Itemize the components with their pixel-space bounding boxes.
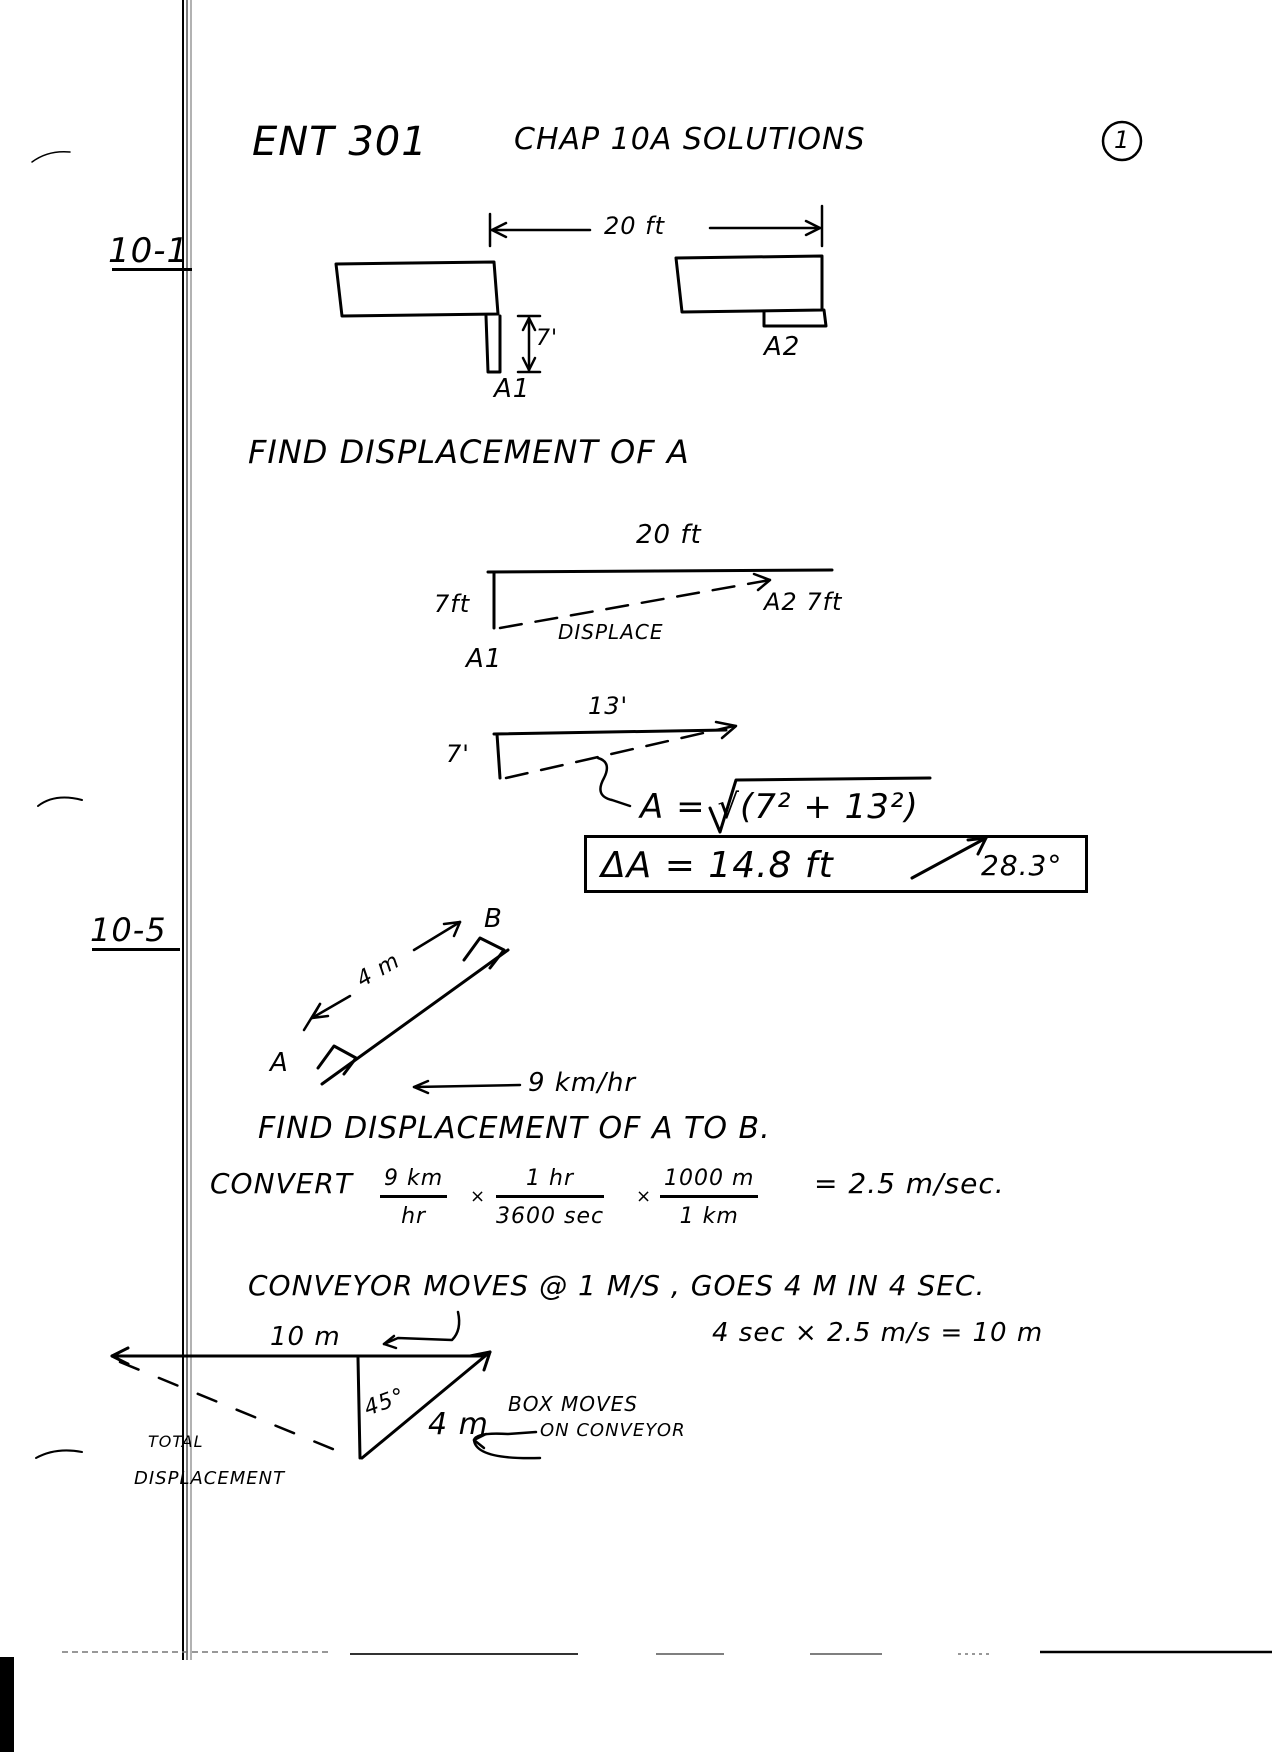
distance-calculation: 4 sec × 2.5 m/s = 10 m: [712, 1318, 1044, 1348]
sketch1-point-a1: A1: [466, 644, 503, 674]
problem-label-10-5: 10-5: [90, 911, 167, 949]
label-underline: [92, 948, 180, 951]
fraction-denominator: 3600 sec: [496, 1204, 605, 1229]
sketch2-left-label: 7': [446, 740, 470, 768]
point-a: A: [270, 1048, 289, 1078]
angle-45-label: 45°: [360, 1383, 409, 1422]
times-sign: ×: [636, 1186, 653, 1207]
course-code: ENT 301: [252, 119, 428, 165]
page-number: 1: [1114, 126, 1131, 154]
vector-4m-label: 4 m: [428, 1407, 489, 1442]
fraction-m-per-km: [660, 1166, 758, 1229]
displacement-label: DISPLACEMENT: [134, 1468, 286, 1489]
fraction-9km-per-hr: [380, 1166, 447, 1229]
fraction-numerator: 1 hr: [496, 1166, 604, 1198]
binder-hole-mark: [38, 798, 82, 806]
fraction-numerator: 9 km: [380, 1166, 447, 1198]
fraction-hr-per-sec: [496, 1166, 604, 1229]
sketch1-left-label: 7ft: [434, 590, 471, 618]
fraction-denominator: 1 km: [679, 1204, 739, 1229]
pythagorean-formula: A = √(7² + 13²): [640, 787, 919, 827]
box-note-line1: BOX MOVES: [508, 1392, 638, 1416]
find-displacement-prompt: FIND DISPLACEMENT OF A: [248, 433, 690, 471]
chapter-title: CHAP 10A SOLUTIONS: [514, 122, 866, 157]
answer-angle: 28.3°: [981, 849, 1063, 882]
label-underline: [112, 268, 192, 271]
fraction-numerator: 1000 m: [660, 1166, 758, 1198]
scan-edge-lines: [62, 1652, 1272, 1654]
sketch1-path-label: DISPLACE: [558, 620, 664, 644]
find-displacement-a-to-b: FIND DISPLACEMENT OF A TO B.: [258, 1111, 771, 1146]
total-label: TOTAL: [148, 1432, 204, 1451]
point-b: B: [484, 904, 503, 934]
scan-edge-bar: [0, 1657, 14, 1752]
belt-speed: 9 km/hr: [528, 1068, 637, 1098]
fraction-denominator: hr: [401, 1204, 427, 1229]
times-sign: ×: [470, 1186, 487, 1207]
binder-hole-mark: [32, 152, 70, 162]
dimension-7ft: 7': [536, 326, 559, 351]
vector-10m-label: 10 m: [270, 1322, 341, 1352]
point-a2: A2: [764, 332, 801, 362]
point-a1: A1: [494, 374, 531, 404]
box-note-line2: ON CONVEYOR: [540, 1420, 686, 1441]
sketch2-top-label: 13': [588, 692, 629, 720]
conversion-result: = 2.5 m/sec.: [814, 1167, 1005, 1200]
sketch1-right-label: A2 7ft: [764, 588, 843, 616]
figure-10-1: [336, 206, 826, 372]
conveyor-statement: CONVEYOR MOVES @ 1 M/S , GOES 4 M IN 4 SEC.: [248, 1269, 986, 1302]
distance-4m: 4 m: [352, 948, 405, 993]
figure-10-5: [304, 922, 520, 1093]
convert-label: CONVERT: [210, 1167, 353, 1200]
answer-value: ΔA = 14.8 ft: [601, 845, 834, 886]
dimension-20ft: 20 ft: [604, 212, 666, 240]
answer-box: [584, 835, 1088, 893]
sketch1-top-label: 20 ft: [636, 520, 702, 550]
problem-label-10-1: 10-1: [108, 231, 190, 271]
binder-hole-mark: [36, 1450, 82, 1458]
